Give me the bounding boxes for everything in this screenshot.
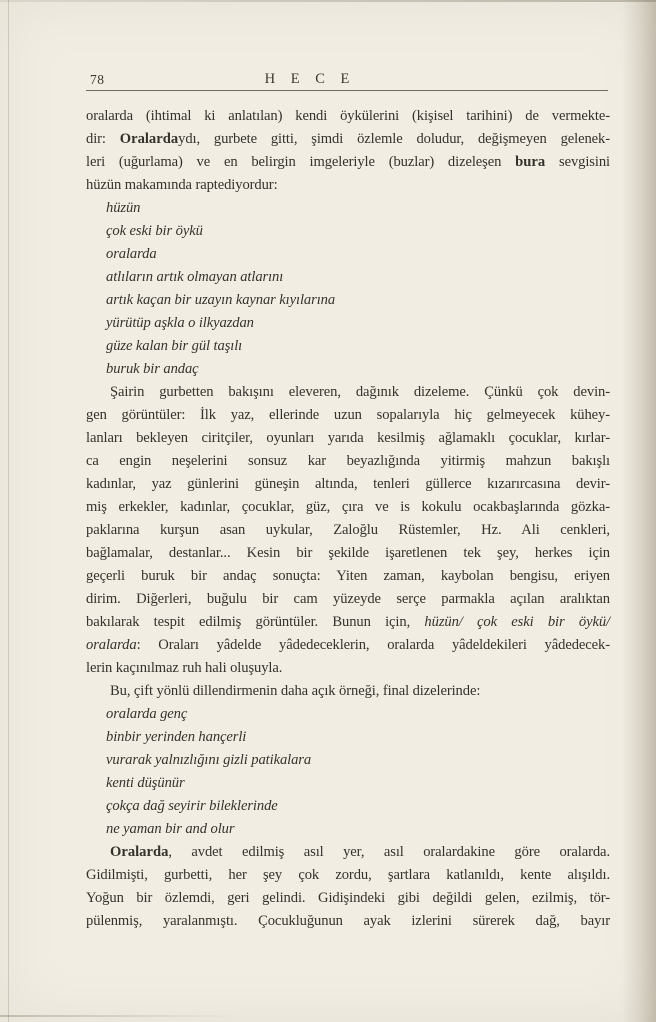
verse-line	[106, 726, 610, 749]
text-segment: oralarda (ihtimal ki anlatılan) kendi öykülerini (kişisel tarihini) de vermekte-	[86, 108, 610, 124]
verse-line	[106, 358, 610, 381]
text-segment: lerin kaçınılmaz ruh hali oluşuyla.	[86, 660, 283, 676]
verse-line	[106, 335, 610, 358]
text-segment: leri (uğurlama) ve en belirgin imgeleriyle (buzlar) dizeleşen	[86, 154, 516, 170]
text-segment: hüzün makamında raptediyordur:	[86, 177, 278, 193]
italic-text: vurarak yalnızlığını gizli patikalara	[106, 752, 312, 768]
text-segment: sevgisini	[545, 154, 610, 170]
text-segment: lanları bekleyen ciritçiler, oyunları yarıda kesilmiş ağlamaklı çocuklar, kırlar-	[86, 430, 610, 446]
text-line	[86, 174, 610, 197]
italic-text: yürütüp aşkla o ilkyazdan	[106, 315, 254, 331]
scan-shadow-right	[622, 0, 656, 1022]
text-segment: Bu, çift yönlü dillendirmenin daha açık örneği, final dizelerinde:	[110, 683, 481, 699]
italic-text: kenti düşünür	[106, 775, 185, 791]
verse-line	[106, 197, 610, 220]
italic-text: çokça dağ seyirir bileklerinde	[106, 798, 278, 814]
text-line	[86, 381, 610, 404]
text-line	[86, 680, 610, 703]
journal-title: H E C E	[264, 71, 356, 87]
scan-edge-left-line	[8, 0, 9, 1022]
text-segment: kadınlar, yaz günlerini güneşin altında, tenleri güllerce kızarırcasına devir-	[86, 476, 610, 492]
italic-text: ne yaman bir and olur	[106, 821, 235, 837]
text-segment: bağlamalar, destanlar... Kesin bir şekilde işaretlenen tek şey, herkes için	[86, 545, 610, 561]
text-line	[86, 496, 610, 519]
verse-block	[86, 703, 610, 841]
text-line	[86, 542, 610, 565]
text-segment: paklarına kurşun asan uykular, Zaloğlu Rüstemler, Hz. Ali cenkleri,	[86, 522, 610, 538]
bold-text: Oralarda	[119, 131, 179, 147]
paragraph	[86, 381, 610, 680]
italic-text: binbir yerinden hançerli	[106, 729, 247, 745]
text-line	[86, 427, 610, 450]
verse-line	[106, 243, 610, 266]
text-segment: dirim. Diğerleri, buğulu bir cam yüzeyde serçe parmakla açılan aralıktan	[86, 591, 610, 607]
text-line	[86, 657, 610, 680]
page-number: 78	[90, 72, 105, 87]
text-line	[86, 151, 610, 174]
verse-line	[106, 818, 610, 841]
verse-line	[106, 312, 610, 335]
italic-text: oralarda	[106, 246, 157, 262]
text-segment: Gidilmişti, gurbetti, her şey çok zordu, şartlara katlanıldı, kente alışıldı.	[86, 867, 610, 883]
text-line	[86, 634, 610, 657]
verse-line	[106, 749, 610, 772]
page-header	[86, 70, 608, 91]
verse-block	[86, 197, 610, 381]
text-segment: ydı, gurbete gitti, şimdi özlemle doludur, değişmeyen gelenek-	[178, 131, 610, 147]
italic-text: çok eski bir öykü	[106, 223, 203, 239]
verse-line	[106, 220, 610, 243]
text-line	[86, 473, 610, 496]
verse-line	[106, 703, 610, 726]
text-segment: pülenmiş, yaralanmıştı. Çocukluğunun ayak izlerini sürerek dağ, bayır	[86, 913, 610, 929]
paragraph	[86, 105, 610, 197]
text-line	[86, 910, 610, 933]
scan-edge-bottom	[0, 1015, 240, 1017]
italic-text: oralarda	[86, 637, 137, 653]
text-segment: miş erkekler, kadınlar, çocuklar, güz, çıra ve is kokulu ocakbaşlarında gözka-	[86, 499, 610, 515]
italic-text: hüzün/ çok eski bir öykü/	[424, 614, 610, 630]
italic-text: hüzün	[106, 200, 141, 216]
italic-text: güze kalan bir gül taşılı	[106, 338, 243, 354]
text-segment: geçerli buruk bir andaç sonuçta: Yiten zaman, kaybolan bengisu, eriyen	[86, 568, 610, 584]
text-segment: gen görüntüler: İlk yaz, ellerinde uzun sopalarıyla hiç gelmeyecek kühey-	[86, 407, 610, 423]
text-line	[86, 105, 610, 128]
verse-line	[106, 289, 610, 312]
italic-text: buruk bir andaç	[106, 361, 199, 377]
scan-edge-top	[0, 0, 656, 2]
italic-text: atlıların artık olmayan atlarını	[106, 269, 284, 285]
text-line	[86, 841, 610, 864]
text-segment: bakılarak tespit edilmiş görüntüler. Bunun için,	[86, 614, 425, 630]
verse-line	[106, 795, 610, 818]
text-segment: : Oraları yâdelde yâdedeceklerin, oralarda yâdeldekileri yâdedecek-	[136, 637, 610, 653]
text-line	[86, 128, 610, 151]
text-line	[86, 565, 610, 588]
italic-text: oralarda genç	[106, 706, 188, 722]
text-line	[86, 519, 610, 542]
bold-text: bura	[515, 154, 546, 170]
text-line	[86, 450, 610, 473]
text-segment: dir:	[86, 131, 120, 147]
verse-line	[106, 772, 610, 795]
page-body	[86, 105, 610, 933]
paragraph	[86, 841, 610, 933]
italic-text: artık kaçan bir uzayın kaynar kıyılarına	[106, 292, 336, 308]
text-segment: Yoğun bir özlemdi, geri gelindi. Gidişindeki gibi değildi gelen, ezilmiş, tör-	[86, 890, 610, 906]
text-segment: , avdet edilmiş asıl yer, asıl oralardakine göre oralarda.	[168, 844, 610, 860]
text-segment: ca engin neşelerini sonsuz kar beyazlığında yitirmiş mahzun bakışlı	[86, 453, 610, 469]
text-line	[86, 611, 610, 634]
text-line	[86, 864, 610, 887]
paragraph	[86, 680, 610, 703]
text-line	[86, 887, 610, 910]
verse-line	[106, 266, 610, 289]
text-line	[86, 404, 610, 427]
text-segment: Şairin gurbetten bakışını eleveren, dağınık dizeleme. Çünkü çok devin-	[110, 384, 610, 400]
text-line	[86, 588, 610, 611]
bold-text: Oralarda	[110, 844, 169, 860]
